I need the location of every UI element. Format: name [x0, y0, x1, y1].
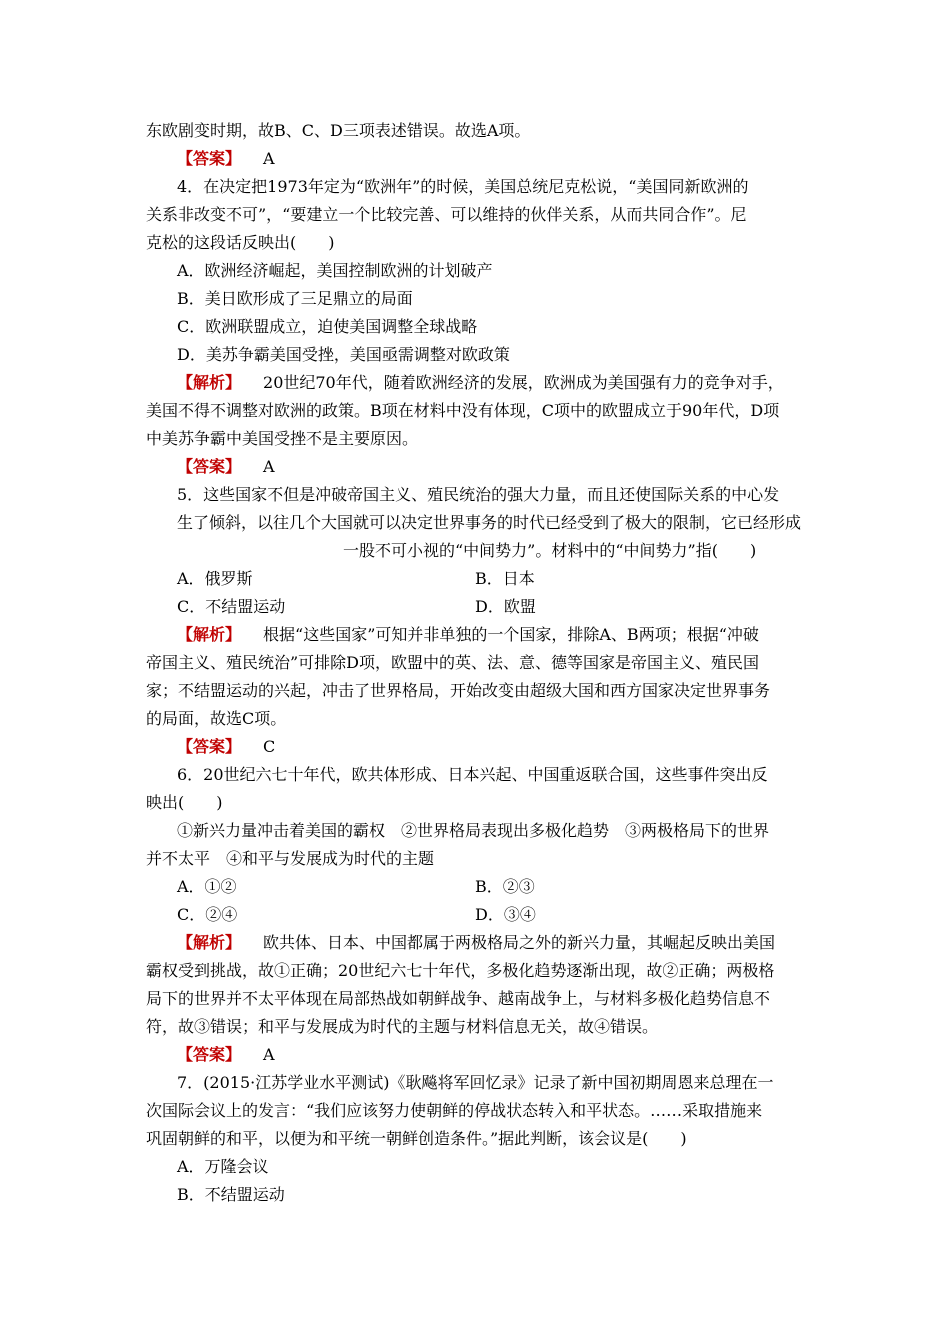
question-6-option-b: B．②③	[475, 877, 535, 896]
question-5-option-a: A．俄罗斯	[177, 569, 253, 588]
question-6-option-c: C．②④	[177, 905, 238, 924]
analysis-6-text: 局下的世界并不太平体现在局部热战如朝鲜战争、越南战争上，与材料多极化趋势信息不	[146, 989, 771, 1008]
answer-value: A	[263, 149, 275, 168]
question-7-stem: 巩固朝鲜的和平，以便为和平统一朝鲜创造条件。”据此判断，该会议是( )	[146, 1129, 687, 1148]
answer-tag: 【答案】	[177, 737, 242, 756]
question-7-option-a: A．万隆会议	[177, 1157, 269, 1176]
question-4-option-c: C．欧洲联盟成立，迫使美国调整全球战略	[177, 317, 478, 336]
question-5-stem: 一股不可小视的“中间势力”。材料中的“中间势力”指( )	[343, 541, 757, 560]
analysis-5-text: 帝国主义、殖民统治”可排除D项，欧盟中的英、法、意、德等国家是帝国主义、殖民国	[146, 653, 760, 672]
analysis-5-text: 的局面，故选C项。	[146, 709, 287, 728]
question-5-option-b: B．日本	[475, 569, 535, 588]
analysis-text: 20世纪70年代，随着欧洲经济的发展，欧洲成为美国强有力的竞争对手，	[263, 373, 784, 392]
analysis-tag: 【解析】	[177, 933, 242, 952]
answer-value: A	[263, 457, 275, 476]
analysis-5-text: 家；不结盟运动的兴起，冲击了世界格局，开始改变由超级大国和西方国家决定世界事务	[146, 681, 771, 700]
question-6-statements: ①新兴力量冲击着美国的霸权 ②世界格局表现出多极化趋势 ③两极格局下的世界	[177, 821, 770, 840]
question-4-option-d: D．美苏争霸美国受挫，美国亟需调整对欧政策	[177, 345, 510, 364]
question-4-option-a: A．欧洲经济崛起，美国控制欧洲的计划破产	[177, 261, 493, 280]
question-6-option-d: D．③④	[475, 905, 536, 924]
answer-line-6	[177, 1045, 847, 1065]
question-7-stem: 7．(2015·江苏学业水平测试)《耿飚将军回忆录》记录了新中国初期周恩来总理在一	[177, 1073, 774, 1092]
answer-line-4	[177, 457, 847, 477]
question-5-stem: 生了倾斜，以往几个大国就可以决定世界事务的时代已经受到了极大的限制，它已经形成	[177, 513, 802, 532]
analysis-4-text: 美国不得不调整对欧洲的政策。B项在材料中没有体现，C项中的欧盟成立于90年代，D项	[146, 401, 780, 420]
analysis-tag: 【解析】	[177, 373, 242, 392]
question-6-statements: 并不太平 ④和平与发展成为时代的主题	[146, 849, 435, 868]
analysis-6	[177, 933, 847, 953]
analysis-text: 欧共体、日本、中国都属于两极格局之外的新兴力量，其崛起反映出美国	[263, 933, 776, 952]
question-4-stem: 克松的这段话反映出( )	[146, 233, 335, 252]
analysis-tag: 【解析】	[177, 625, 242, 644]
answer-tag: 【答案】	[177, 149, 242, 168]
question-4-stem: 关系非改变不可”，“要建立一个比较完善、可以维持的伙伴关系，从而共同合作”。尼	[146, 205, 747, 224]
analysis-5	[177, 625, 847, 645]
question-7-option-b: B．不结盟运动	[177, 1185, 285, 1204]
question-4-option-b: B．美日欧形成了三足鼎立的局面	[177, 289, 413, 308]
answer-value: C	[263, 737, 276, 756]
analysis-6-text: 符，故③错误；和平与发展成为时代的主题与材料信息无关，故④错误。	[146, 1017, 659, 1036]
analysis-text: 根据“这些国家”可知并非单独的一个国家，排除A、B两项；根据“冲破	[263, 625, 759, 644]
question-6-option-a: A．①②	[177, 877, 237, 896]
question-6-stem: 6．20世纪六七十年代，欧共体形成、日本兴起、中国重返联合国，这些事件突出反	[177, 765, 768, 784]
question-5-stem: 5．这些国家不但是冲破帝国主义、殖民统治的强大力量，而且还使国际关系的中心发	[177, 485, 780, 504]
question-7-stem: 次国际会议上的发言：“我们应该努力使朝鲜的停战状态转入和平状态。……采取措施来	[146, 1101, 763, 1120]
answer-line-5	[177, 737, 847, 757]
analysis-4	[177, 373, 847, 393]
answer-line-3	[177, 149, 847, 169]
analysis-6-text: 霸权受到挑战，故①正确；20世纪六七十年代，多极化趋势逐渐出现，故②正确；两极格	[146, 961, 775, 980]
question-5-option-d: D．欧盟	[475, 597, 536, 616]
answer-value: A	[263, 1045, 275, 1064]
answer-tag: 【答案】	[177, 457, 242, 476]
analysis-4-text: 中美苏争霸中美国受挫不是主要原因。	[146, 429, 419, 448]
question-6-stem: 映出( )	[146, 793, 223, 812]
answer-tag: 【答案】	[177, 1045, 242, 1064]
question-4-stem: 4．在决定把1973年定为“欧洲年”的时候，美国总统尼克松说，“美国同新欧洲的	[177, 177, 749, 196]
question-5-option-c: C．不结盟运动	[177, 597, 286, 616]
text-line: 东欧剧变时期，故B、C、D三项表述错误。故选A项。	[146, 121, 531, 140]
